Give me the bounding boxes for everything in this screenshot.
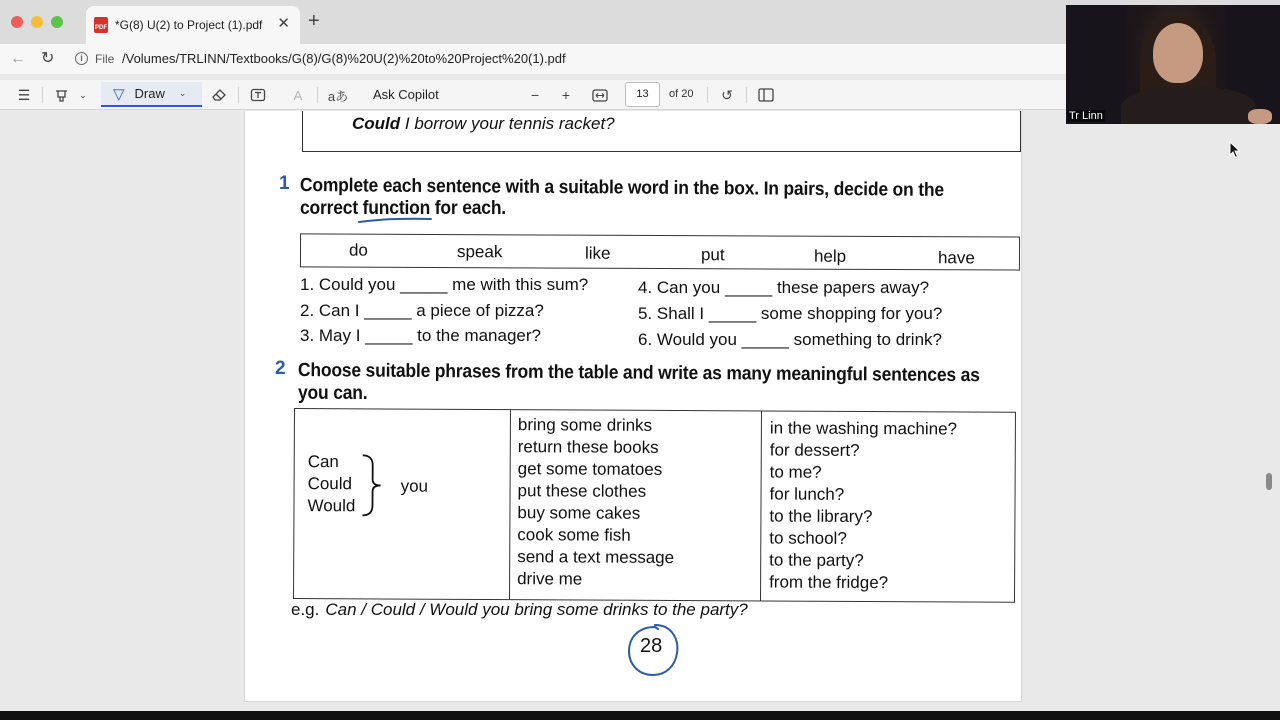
ending-item: to me? bbox=[769, 462, 822, 482]
pdf-file-icon: PDF bbox=[94, 17, 108, 33]
draw-button[interactable] bbox=[101, 82, 202, 107]
tab-close-icon[interactable]: ✕ bbox=[277, 15, 290, 32]
word-item: have bbox=[937, 248, 975, 268]
tab-pdf-document[interactable] bbox=[86, 6, 300, 44]
ending-list bbox=[769, 417, 957, 594]
word-item: do bbox=[348, 240, 368, 260]
page-number-label: 28 bbox=[640, 635, 663, 657]
table-column-divider bbox=[509, 410, 511, 599]
draw-chevron-down-icon: ⌄ bbox=[178, 88, 187, 98]
example-sentence-rest: I borrow your tennis racket? bbox=[400, 114, 615, 133]
page-count-label: of 20 bbox=[669, 88, 694, 100]
vertical-scrollbar-thumb[interactable] bbox=[1266, 473, 1272, 490]
exercise-2-number: 2 bbox=[275, 358, 286, 379]
toolbar-divider bbox=[42, 87, 43, 103]
verb-phrase-item: return these books bbox=[517, 437, 659, 457]
participant-name: Tr Linn bbox=[1069, 110, 1103, 122]
close-window-button[interactable] bbox=[11, 16, 23, 28]
exercise-1-title-line1: Complete each sentence with a suitable word in the box. In pairs, decide on the bbox=[299, 174, 944, 201]
handwritten-underline bbox=[357, 215, 433, 225]
url-field[interactable]: /Volumes/TRLINN/Textbooks/G(8)/G(8)%20U(2)%20to%20Project%20(1).pdf bbox=[122, 51, 566, 66]
subject-label: you bbox=[400, 476, 429, 496]
highlight-icon[interactable] bbox=[52, 85, 70, 105]
video-person-body bbox=[1121, 87, 1256, 124]
ending-item: for dessert? bbox=[769, 440, 860, 460]
modal-item: Would bbox=[307, 496, 356, 516]
contents-list-icon[interactable]: ☰ bbox=[17, 86, 31, 103]
video-participant-tile[interactable] bbox=[1066, 5, 1280, 124]
sentence-item: 3. May I _____ to the manager? bbox=[300, 326, 541, 345]
zoom-in-icon[interactable]: + bbox=[561, 87, 571, 103]
toolbar-divider bbox=[317, 87, 318, 103]
brace-icon bbox=[360, 453, 382, 517]
exercise-1-title-line2: correct function for each. bbox=[300, 198, 506, 219]
verb-phrase-list bbox=[517, 414, 675, 591]
draw-pen-icon: ▽ bbox=[113, 85, 125, 103]
modal-item: Could bbox=[307, 474, 353, 494]
new-tab-icon[interactable]: + bbox=[308, 10, 320, 32]
word-box bbox=[300, 233, 1020, 270]
verb-phrase-item: get some tomatoes bbox=[517, 459, 663, 479]
sentence-item: 1. Could you _____ me with this sum? bbox=[300, 275, 589, 294]
ending-item: to the party? bbox=[769, 550, 864, 570]
verb-phrase-item: buy some cakes bbox=[517, 503, 641, 523]
phrase-table bbox=[293, 408, 1016, 603]
translate-icon[interactable]: aあ bbox=[327, 88, 349, 104]
toolbar-divider bbox=[238, 87, 239, 103]
draw-label: Draw bbox=[134, 86, 165, 101]
example-sentence-bold: Could bbox=[352, 114, 401, 133]
highlight-chevron-down-icon[interactable]: ⌄ bbox=[79, 89, 87, 100]
verb-phrase-item: put these clothes bbox=[517, 481, 647, 501]
exercise-2-title-line1: Choose suitable phrases from the table and write as many meaningful sentences as bbox=[297, 359, 980, 387]
page-number-input[interactable]: 13 bbox=[625, 82, 660, 107]
ending-item: to school? bbox=[769, 528, 847, 548]
eg-prefix: e.g. bbox=[291, 600, 320, 619]
example-sentence bbox=[352, 114, 615, 134]
rotate-icon[interactable]: ↺ bbox=[721, 86, 733, 103]
ending-item: to the library? bbox=[769, 506, 873, 527]
bottom-edge bbox=[0, 711, 1280, 720]
ending-item: from the fridge? bbox=[769, 572, 889, 593]
exercise-2-title-line2: you can. bbox=[298, 383, 368, 404]
document-viewport[interactable] bbox=[0, 111, 1280, 720]
verb-phrase-item: send a text message bbox=[517, 547, 675, 567]
toolbar-divider bbox=[746, 87, 747, 103]
ask-copilot-button[interactable]: Ask Copilot bbox=[373, 87, 439, 102]
verb-phrase-item: cook some fish bbox=[517, 525, 631, 545]
handwritten-circle bbox=[625, 621, 681, 679]
table-column-divider bbox=[760, 411, 762, 600]
video-person-face bbox=[1153, 23, 1203, 83]
mouse-cursor-icon bbox=[1229, 141, 1241, 159]
sentence-item: 2. Can I _____ a piece of pizza? bbox=[300, 301, 544, 320]
zoom-window-button[interactable] bbox=[51, 16, 63, 28]
text-style-icon[interactable]: A bbox=[293, 87, 303, 103]
verb-phrase-item: drive me bbox=[517, 569, 583, 589]
word-item: help bbox=[813, 246, 847, 266]
ending-item: for lunch? bbox=[769, 484, 845, 504]
minimize-window-button[interactable] bbox=[31, 16, 43, 28]
ending-item: in the washing machine? bbox=[769, 418, 958, 439]
back-arrow-icon[interactable]: ← bbox=[10, 50, 26, 67]
word-item: put bbox=[700, 245, 725, 265]
tab-title: *G(8) U(2) to Project (1).pdf bbox=[115, 18, 263, 32]
toolbar-divider bbox=[707, 87, 708, 103]
exercise-1-number: 1 bbox=[279, 173, 290, 194]
reload-icon[interactable]: ↻ bbox=[41, 50, 55, 67]
text-box-icon[interactable] bbox=[248, 85, 268, 105]
word-item: speak bbox=[456, 242, 503, 262]
modal-list bbox=[307, 451, 355, 517]
zoom-out-icon[interactable]: − bbox=[530, 87, 540, 103]
example-answer bbox=[291, 600, 748, 620]
sentence-item: 5. Shall I _____ some shopping for you? bbox=[638, 304, 943, 323]
pdf-page bbox=[244, 111, 1022, 702]
info-icon[interactable]: i bbox=[75, 52, 88, 65]
sentence-item: 4. Can you _____ these papers away? bbox=[638, 278, 930, 297]
word-item: like bbox=[584, 243, 611, 263]
sentence-item: 6. Would you _____ something to drink? bbox=[638, 330, 942, 349]
eraser-icon[interactable] bbox=[209, 85, 229, 105]
fit-page-icon[interactable] bbox=[590, 85, 610, 105]
modal-item: Can bbox=[307, 452, 339, 472]
video-person-hand bbox=[1248, 109, 1272, 124]
eg-text: Can / Could / Would you bring some drinks to the party? bbox=[325, 600, 748, 619]
page-view-icon[interactable] bbox=[756, 85, 776, 105]
verb-phrase-item: bring some drinks bbox=[517, 415, 653, 435]
file-scheme-label: File bbox=[95, 52, 115, 66]
